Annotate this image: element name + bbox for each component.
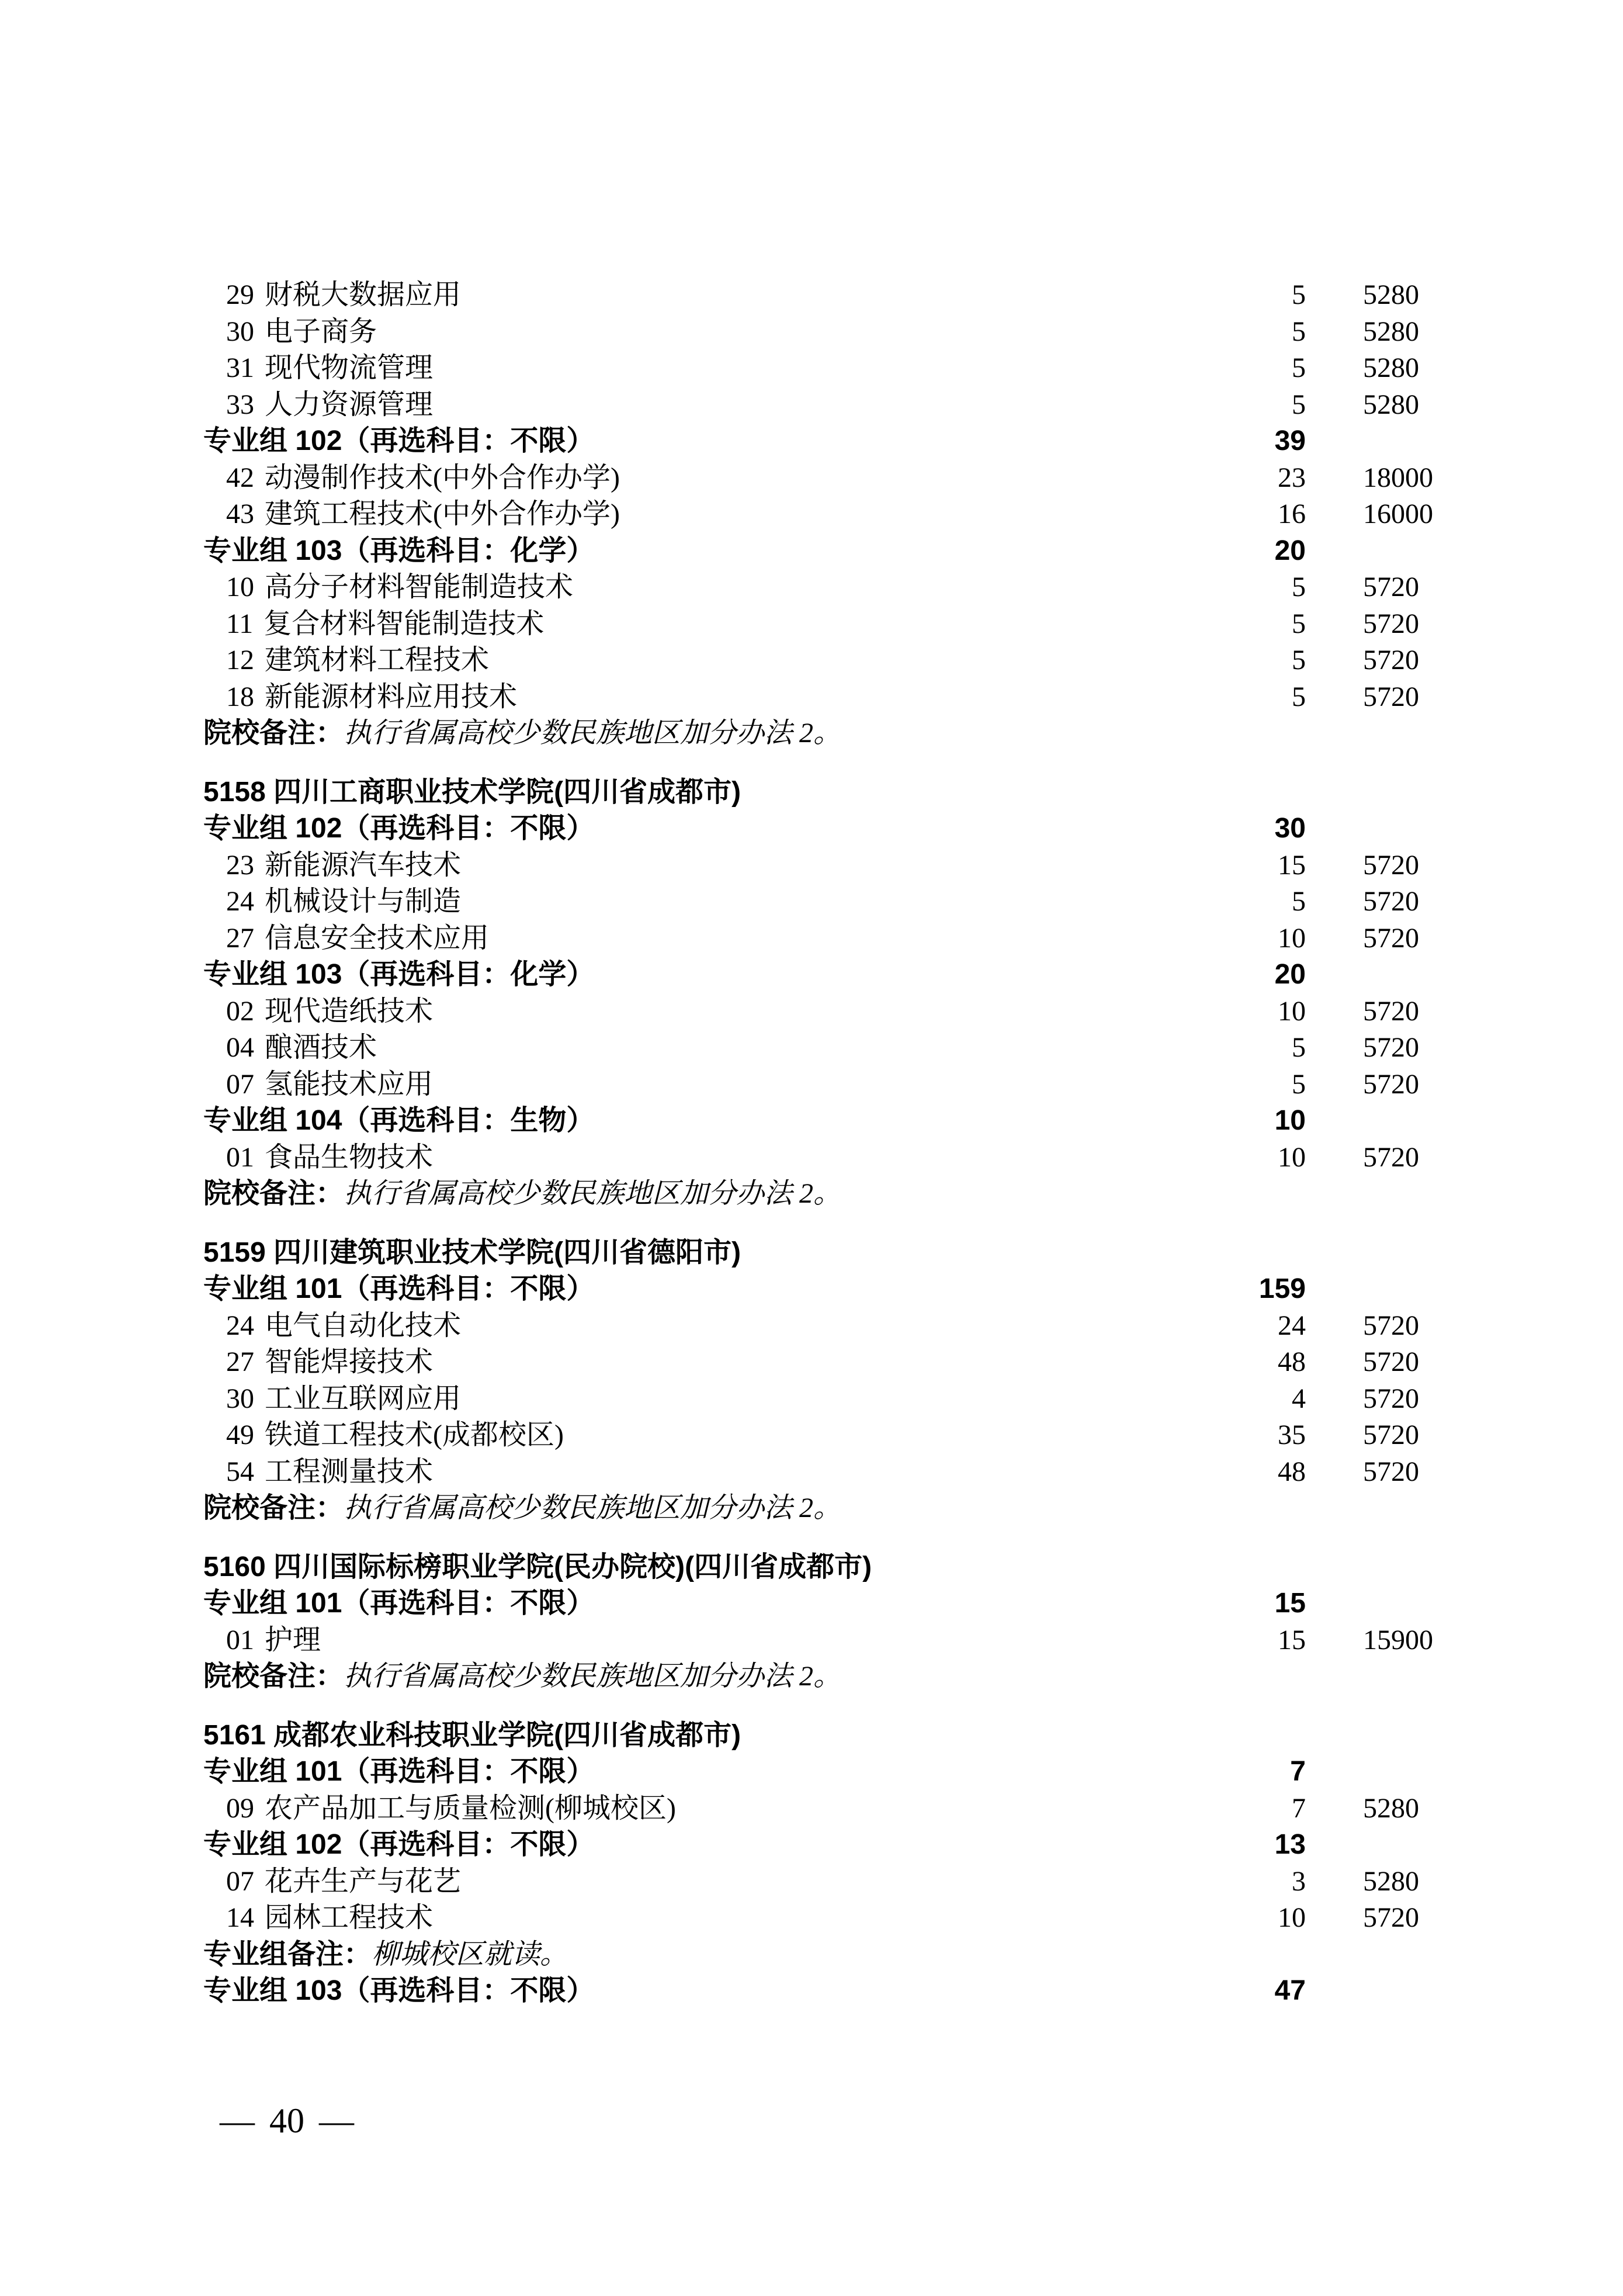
tuition-fee: 5720 bbox=[1363, 849, 1419, 881]
major-group-title: 专业组 102（再选科目：不限） bbox=[203, 1829, 595, 1860]
plan-count: 10 bbox=[1278, 1141, 1306, 1173]
major-code: 12 bbox=[226, 645, 254, 676]
tuition-fee: 5720 bbox=[1363, 886, 1419, 917]
major-name-cell bbox=[203, 1030, 1189, 1066]
plan-count: 35 bbox=[1278, 1419, 1306, 1450]
major-code: 29 bbox=[226, 279, 254, 310]
major-name-cell bbox=[203, 460, 1189, 497]
major-name: 电子商务 bbox=[265, 316, 377, 347]
major-group-row bbox=[203, 811, 1431, 847]
college-note-row bbox=[203, 1176, 1431, 1213]
major-row bbox=[203, 1622, 1431, 1659]
major-name-cell bbox=[203, 1622, 1189, 1659]
major-name: 建筑材料工程技术 bbox=[265, 645, 490, 676]
group-plan-count: 13 bbox=[1274, 1829, 1306, 1860]
major-name-cell bbox=[203, 350, 1189, 387]
major-code: 07 bbox=[226, 1068, 254, 1100]
tuition-fee: 5720 bbox=[1363, 995, 1419, 1027]
tuition-fee: 5720 bbox=[1363, 922, 1419, 954]
major-code: 09 bbox=[226, 1792, 254, 1824]
tuition-fee: 5280 bbox=[1363, 389, 1419, 420]
major-group-row bbox=[203, 1973, 1431, 2010]
major-name: 新能源汽车技术 bbox=[265, 849, 462, 881]
major-code: 24 bbox=[226, 886, 254, 917]
tuition-fee: 5720 bbox=[1363, 1068, 1419, 1100]
major-name-cell bbox=[203, 1344, 1189, 1381]
major-name: 复合材料智能制造技术 bbox=[263, 608, 545, 639]
tuition-fee: 18000 bbox=[1363, 462, 1433, 493]
major-name: 工业互联网应用 bbox=[265, 1383, 462, 1414]
major-group-title: 专业组 103（再选科目：化学） bbox=[203, 535, 595, 566]
tuition-fee: 5720 bbox=[1363, 1383, 1419, 1414]
tuition-fee: 5280 bbox=[1363, 352, 1419, 383]
major-code: 01 bbox=[226, 1141, 254, 1173]
major-code: 27 bbox=[226, 1346, 254, 1377]
major-name: 人力资源管理 bbox=[265, 389, 434, 420]
college-note-row bbox=[203, 1658, 1431, 1695]
note-cell bbox=[203, 1176, 1431, 1213]
major-row bbox=[203, 460, 1431, 497]
note-cell bbox=[203, 1937, 1431, 1973]
major-name: 建筑工程技术(中外合作办学) bbox=[265, 498, 620, 529]
major-row bbox=[203, 606, 1431, 643]
major-name-cell bbox=[203, 642, 1189, 679]
tuition-fee: 5280 bbox=[1363, 279, 1419, 310]
note-label: 专业组备注： bbox=[203, 1938, 372, 1970]
major-name-cell bbox=[203, 1140, 1189, 1176]
major-name: 护理 bbox=[265, 1624, 321, 1656]
major-code: 02 bbox=[226, 995, 254, 1027]
major-name-cell bbox=[203, 1066, 1189, 1103]
major-row bbox=[203, 496, 1431, 533]
major-group-row bbox=[203, 1827, 1431, 1864]
major-name-cell bbox=[203, 847, 1189, 884]
tuition-fee: 5720 bbox=[1363, 681, 1419, 712]
major-group-row bbox=[203, 1271, 1431, 1308]
tuition-fee: 5720 bbox=[1363, 1141, 1419, 1173]
note-text: 执行省属高校少数民族地区加分办法 2。 bbox=[344, 1661, 842, 1692]
college-row bbox=[203, 1235, 1431, 1272]
major-group-title: 专业组 101（再选科目：不限） bbox=[203, 1756, 595, 1787]
plan-count: 5 bbox=[1292, 1068, 1306, 1100]
group-plan-count: 20 bbox=[1274, 535, 1306, 566]
group-plan-count: 20 bbox=[1274, 959, 1306, 990]
plan-count: 48 bbox=[1278, 1456, 1306, 1487]
tuition-fee: 5280 bbox=[1363, 1865, 1419, 1897]
major-row bbox=[203, 1791, 1431, 1827]
note-label: 院校备注： bbox=[203, 718, 344, 749]
major-group-title: 专业组 104（再选科目：生物） bbox=[203, 1105, 595, 1136]
note-text: 柳城校区就读。 bbox=[372, 1938, 568, 1970]
group-plan-count: 7 bbox=[1290, 1756, 1306, 1787]
major-name-cell bbox=[203, 993, 1189, 1030]
tuition-fee: 5720 bbox=[1363, 645, 1419, 676]
major-code: 27 bbox=[226, 922, 254, 954]
major-row bbox=[203, 1344, 1431, 1381]
tuition-fee: 5720 bbox=[1363, 608, 1419, 639]
tuition-fee: 5280 bbox=[1363, 316, 1419, 347]
major-code: 42 bbox=[226, 462, 254, 493]
major-group-row bbox=[203, 1585, 1431, 1622]
major-name-cell bbox=[203, 1381, 1189, 1418]
major-group-title: 专业组 102（再选科目：不限） bbox=[203, 425, 595, 456]
group-plan-count: 30 bbox=[1274, 813, 1306, 844]
tuition-fee: 5720 bbox=[1363, 572, 1419, 602]
major-group-row bbox=[203, 957, 1431, 993]
major-group-title: 专业组 103（再选科目：化学） bbox=[203, 959, 595, 990]
major-name-cell bbox=[203, 1454, 1189, 1491]
plan-count: 3 bbox=[1292, 1865, 1306, 1897]
plan-count: 10 bbox=[1278, 995, 1306, 1027]
major-row bbox=[203, 314, 1431, 351]
note-cell bbox=[203, 1658, 1431, 1695]
major-name-cell bbox=[203, 884, 1189, 920]
plan-count: 4 bbox=[1292, 1383, 1306, 1414]
major-group-title: 专业组 102（再选科目：不限） bbox=[203, 813, 595, 844]
page-number: — 40 — bbox=[220, 2101, 354, 2140]
major-name-cell bbox=[203, 1308, 1189, 1345]
major-name-cell bbox=[203, 277, 1189, 314]
major-code: 14 bbox=[226, 1902, 254, 1933]
group-plan-count: 47 bbox=[1274, 1975, 1306, 2006]
major-group-row bbox=[203, 1754, 1431, 1791]
note-cell bbox=[203, 715, 1431, 752]
major-name-cell bbox=[203, 920, 1189, 957]
tuition-fee: 5720 bbox=[1363, 1902, 1419, 1933]
college-title: 5160 四川国际标榜职业学院(民办院校)(四川省成都市) bbox=[203, 1551, 872, 1582]
major-row bbox=[203, 920, 1431, 957]
major-code: 33 bbox=[226, 389, 254, 420]
major-code: 07 bbox=[226, 1865, 254, 1897]
major-code: 24 bbox=[226, 1310, 254, 1341]
major-row bbox=[203, 1454, 1431, 1491]
major-name: 工程测量技术 bbox=[265, 1456, 434, 1487]
major-row bbox=[203, 569, 1431, 606]
major-name: 智能焊接技术 bbox=[265, 1346, 434, 1377]
admission-plan-table bbox=[203, 277, 1431, 2010]
plan-count: 5 bbox=[1292, 1032, 1306, 1063]
plan-count: 10 bbox=[1278, 1902, 1306, 1933]
major-row bbox=[203, 1381, 1431, 1418]
major-code: 54 bbox=[226, 1456, 254, 1487]
college-row bbox=[203, 774, 1431, 811]
major-name: 电气自动化技术 bbox=[265, 1310, 462, 1341]
major-row bbox=[203, 277, 1431, 314]
plan-count: 5 bbox=[1292, 572, 1306, 602]
tuition-fee: 5720 bbox=[1363, 1419, 1419, 1450]
major-code: 01 bbox=[226, 1624, 254, 1656]
major-name-cell bbox=[203, 1791, 1189, 1827]
major-code: 31 bbox=[226, 352, 254, 383]
major-row bbox=[203, 1030, 1431, 1066]
note-text: 执行省属高校少数民族地区加分办法 2。 bbox=[344, 718, 842, 749]
group-plan-count: 15 bbox=[1274, 1588, 1306, 1619]
tuition-fee: 16000 bbox=[1363, 498, 1433, 529]
major-group-row bbox=[203, 533, 1431, 570]
major-row bbox=[203, 679, 1431, 716]
major-name: 财税大数据应用 bbox=[265, 279, 462, 310]
major-name: 农产品加工与质量检测(柳城校区) bbox=[265, 1792, 676, 1824]
major-row bbox=[203, 847, 1431, 884]
plan-count: 5 bbox=[1292, 645, 1306, 676]
college-title: 5159 四川建筑职业技术学院(四川省德阳市) bbox=[203, 1237, 741, 1268]
major-name: 园林工程技术 bbox=[265, 1902, 434, 1933]
plan-count: 5 bbox=[1292, 352, 1306, 383]
tuition-fee: 5720 bbox=[1363, 1456, 1419, 1487]
major-group-title: 专业组 101（再选科目：不限） bbox=[203, 1273, 595, 1304]
major-group-title: 专业组 103（再选科目：不限） bbox=[203, 1975, 595, 2006]
major-code: 49 bbox=[226, 1419, 254, 1450]
major-row bbox=[203, 1308, 1431, 1345]
plan-count: 5 bbox=[1292, 681, 1306, 712]
major-name: 高分子材料智能制造技术 bbox=[265, 572, 574, 602]
major-group-row bbox=[203, 1103, 1431, 1140]
major-group-title: 专业组 101（再选科目：不限） bbox=[203, 1588, 595, 1619]
major-name: 酿酒技术 bbox=[265, 1032, 377, 1063]
major-name-cell bbox=[203, 1864, 1189, 1900]
note-cell bbox=[203, 1490, 1431, 1527]
tuition-fee: 5280 bbox=[1363, 1792, 1419, 1824]
plan-count: 15 bbox=[1278, 1624, 1306, 1656]
major-row bbox=[203, 1066, 1431, 1103]
major-code: 18 bbox=[226, 681, 254, 712]
major-name: 铁道工程技术(成都校区) bbox=[265, 1419, 564, 1450]
major-row bbox=[203, 1864, 1431, 1900]
major-row bbox=[203, 1417, 1431, 1454]
group-note-row bbox=[203, 1937, 1431, 1973]
plan-count: 5 bbox=[1292, 389, 1306, 420]
tuition-fee: 5720 bbox=[1363, 1310, 1419, 1341]
note-label: 院校备注： bbox=[203, 1492, 344, 1523]
major-code: 10 bbox=[226, 572, 254, 602]
major-name: 机械设计与制造 bbox=[265, 886, 462, 917]
major-code: 04 bbox=[226, 1032, 254, 1063]
major-name: 信息安全技术应用 bbox=[265, 922, 490, 954]
major-name-cell bbox=[203, 496, 1189, 533]
major-name: 现代物流管理 bbox=[265, 352, 434, 383]
major-code: 23 bbox=[226, 849, 254, 881]
note-label: 院校备注： bbox=[203, 1178, 344, 1209]
major-row bbox=[203, 1140, 1431, 1176]
major-name: 新能源材料应用技术 bbox=[265, 681, 518, 712]
major-code: 30 bbox=[226, 316, 254, 347]
major-code: 11 bbox=[226, 608, 254, 639]
major-row bbox=[203, 993, 1431, 1030]
plan-count: 5 bbox=[1292, 886, 1306, 917]
plan-count: 48 bbox=[1278, 1346, 1306, 1377]
plan-count: 15 bbox=[1278, 849, 1306, 881]
major-name: 氢能技术应用 bbox=[265, 1068, 434, 1100]
major-name: 花卉生产与花艺 bbox=[265, 1865, 462, 1897]
college-title: 5161 成都农业科技职业学院(四川省成都市) bbox=[203, 1719, 741, 1751]
major-name-cell bbox=[203, 569, 1189, 606]
tuition-fee: 5720 bbox=[1363, 1032, 1419, 1063]
major-name-cell bbox=[203, 314, 1189, 351]
note-text: 执行省属高校少数民族地区加分办法 2。 bbox=[344, 1178, 842, 1209]
major-name-cell bbox=[203, 679, 1189, 716]
major-code: 43 bbox=[226, 498, 254, 529]
major-row bbox=[203, 642, 1431, 679]
major-name-cell bbox=[203, 387, 1189, 424]
college-note-row bbox=[203, 715, 1431, 752]
group-plan-count: 159 bbox=[1258, 1273, 1306, 1304]
group-plan-count: 10 bbox=[1274, 1105, 1306, 1136]
note-label: 院校备注： bbox=[203, 1661, 344, 1692]
major-name: 动漫制作技术(中外合作办学) bbox=[265, 462, 620, 493]
college-title: 5158 四川工商职业技术学院(四川省成都市) bbox=[203, 776, 741, 808]
plan-count: 23 bbox=[1278, 462, 1306, 493]
plan-count: 10 bbox=[1278, 922, 1306, 954]
plan-count: 24 bbox=[1278, 1310, 1306, 1341]
plan-count: 5 bbox=[1292, 608, 1306, 639]
college-row bbox=[203, 1717, 1431, 1754]
major-name: 食品生物技术 bbox=[265, 1141, 434, 1173]
plan-count: 16 bbox=[1278, 498, 1306, 529]
plan-count: 7 bbox=[1292, 1792, 1306, 1824]
college-note-row bbox=[203, 1490, 1431, 1527]
plan-count: 5 bbox=[1292, 316, 1306, 347]
note-text: 执行省属高校少数民族地区加分办法 2。 bbox=[344, 1492, 842, 1523]
major-name: 现代造纸技术 bbox=[265, 995, 434, 1027]
group-plan-count: 39 bbox=[1274, 425, 1306, 456]
college-row bbox=[203, 1549, 1431, 1586]
tuition-fee: 15900 bbox=[1363, 1624, 1433, 1656]
major-row bbox=[203, 387, 1431, 424]
major-row bbox=[203, 350, 1431, 387]
major-name-cell bbox=[203, 1417, 1189, 1454]
major-row bbox=[203, 884, 1431, 920]
tuition-fee: 5720 bbox=[1363, 1346, 1419, 1377]
major-group-row bbox=[203, 423, 1431, 460]
major-row bbox=[203, 1900, 1431, 1937]
major-name-cell bbox=[203, 1900, 1189, 1937]
major-code: 30 bbox=[226, 1383, 254, 1414]
plan-count: 5 bbox=[1292, 279, 1306, 310]
major-name-cell bbox=[203, 606, 1189, 643]
